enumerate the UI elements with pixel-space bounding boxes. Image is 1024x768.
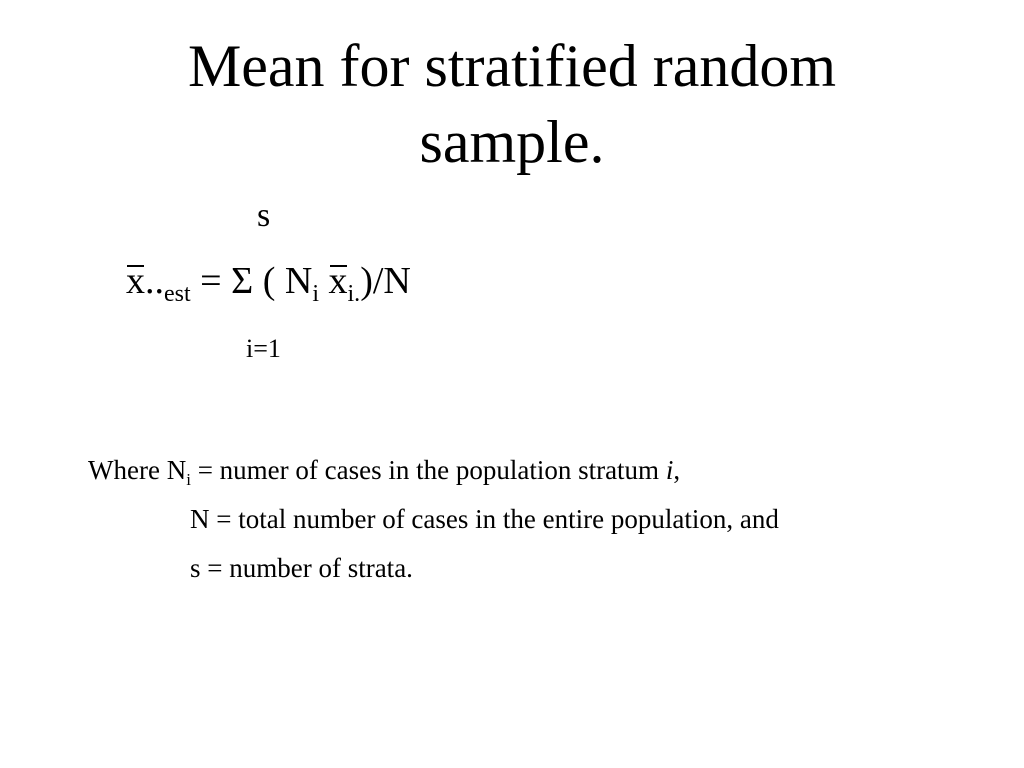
summation-upper-limit: s <box>257 197 271 234</box>
definition-ni-text: = numer of cases in the population stratum <box>190 455 666 485</box>
double-dot: .. <box>145 260 164 302</box>
definitions-block <box>88 446 779 593</box>
definition-ni-italic: i <box>665 455 674 485</box>
x-i-bar-symbol: x <box>328 260 348 302</box>
summation-lower-limit: i=1 <box>246 334 281 363</box>
close-paren-over-n: )/N <box>360 260 411 302</box>
x-i-subscript: i. <box>347 281 361 307</box>
definition-s: s = number of strata. <box>190 553 413 583</box>
definition-n: N = total number of cases in the entire population, and <box>190 504 779 534</box>
definition-ni-end: , <box>673 455 681 485</box>
definition-ni-prefix: Where N <box>88 455 187 485</box>
x-bar-symbol: x <box>126 260 145 302</box>
n-i-subscript: i <box>312 281 320 307</box>
sigma-symbol: Σ <box>231 260 254 302</box>
formula-expression <box>126 258 411 307</box>
definition-ni-subscript: i <box>186 470 191 489</box>
definition-ni <box>88 446 779 495</box>
open-paren-n: ( N <box>253 260 313 302</box>
title-line-2: sample. <box>419 109 605 175</box>
est-subscript: est <box>164 281 191 307</box>
title-line-1: Mean for stratified random <box>187 33 837 99</box>
equals-sign: = <box>190 260 232 302</box>
